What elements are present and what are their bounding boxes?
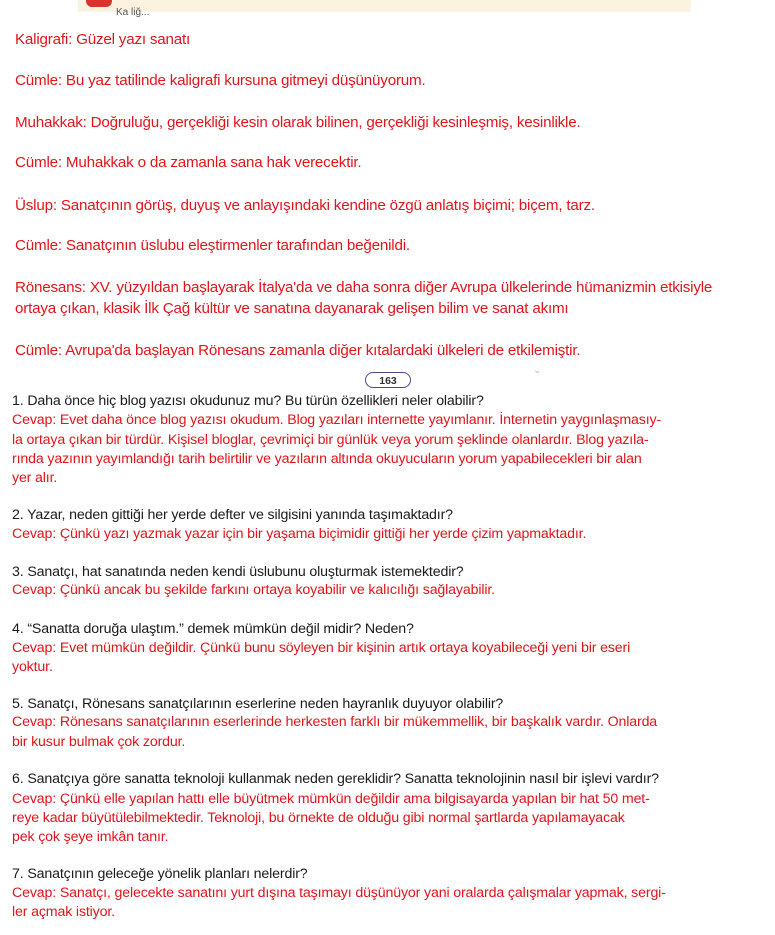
vocab-muhakkak-sentence: Cümle: Muhakkak o da zamanla sana hak verecektir. xyxy=(15,154,362,171)
vocab-ronesans-sentence: Cümle: Avrupa'da başlayan Rönesans zamanla diğer kıtalardaki ülkeleri de etkilemiştir. xyxy=(15,342,581,359)
answer-3-line1: Cevap: Çünkü ancak bu şekilde farkını ortaya koyabilir ve kalıcılığı sağlayabilir. xyxy=(12,582,495,598)
answer-7-line2: ler açmak istiyor. xyxy=(12,904,115,920)
vocab-uslup: Üslup: Sanatçının görüş, duyuş ve anlayışındaki kendine özgü anlatış biçimi; biçem, tarz. xyxy=(15,197,595,214)
question-7: 7. Sanatçının geleceğe yönelik planları nelerdir? xyxy=(12,866,308,882)
answer-2-line1: Cevap: Çünkü yazı yazmak yazar için bir yaşama biçimidir gittiği her yerde çizim yapmaktadır. xyxy=(12,526,587,542)
vocab-ronesans-line1: Rönesans: XV. yüzyıldan başlayarak İtalya'da ve daha sonra diğer Avrupa ülkelerinde hümanizmin etkisiyle xyxy=(15,279,713,296)
answer-6-line3: pek çok şeye imkân tanır. xyxy=(12,829,169,845)
vocab-kaligrafi: Kaligrafi: Güzel yazı sanatı xyxy=(15,31,191,48)
question-3: 3. Sanatçı, hat sanatında neden kendi üslubunu oluşturmak istemektedir? xyxy=(12,564,464,580)
answer-1-line2: la ortaya çıkan bir türdür. Kişisel bloglar, çevrimiçi bir günlük veya yorum şeklinde olanlardır. Blog yazıla- xyxy=(12,432,649,448)
answer-1-line1: Cevap: Evet daha önce blog yazısı okudum. Blog yazıları internette yayımlanır. İnternetin yaygınlaşmasıy- xyxy=(12,412,662,428)
page-number-badge: 163 xyxy=(365,372,411,388)
answer-1-line4: yer alır. xyxy=(12,470,58,486)
vocab-muhakkak: Muhakkak: Doğruluğu, gerçekliği kesin olarak bilinen, gerçekliği kesinleşmiş, kesinlikle. xyxy=(15,114,581,131)
answer-5-line1: Cevap: Rönesans sanatçılarının eserlerinde herkesten farklı bir mükemmellik, bir başkalık vardır. Onlarda xyxy=(12,714,658,730)
question-2: 2. Yazar, neden gittiği her yerde defter ve silgisini yanında taşımaktadır? xyxy=(12,507,453,523)
chevron-down-icon: ⌄ xyxy=(533,365,542,376)
answer-4-line1: Cevap: Evet mümkün değildir. Çünkü bunu söyleyen bir kişinin artık ortaya koyabileceği yeni bir eseri xyxy=(12,640,631,656)
answer-1-line3: rında yazının yayımlandığı tarih belirtilir ve yazıların altında okuyucuların yorum yapabilecekleri bir alan xyxy=(12,451,642,467)
vocab-uslup-sentence: Cümle: Sanatçının üslubu eleştirmenler tarafından beğenildi. xyxy=(15,237,410,254)
question-1: 1. Daha önce hiç blog yazısı okudunuz mu? Bu türün özellikleri neler olabilir? xyxy=(12,393,484,409)
question-4: 4. “Sanatta doruğa ulaştım.” demek mümkün değil midir? Neden? xyxy=(12,621,414,637)
answer-6-line2: reye kadar büyütülebilmektedir. Teknoloji, bu örnekte de olduğu gibi normal şartlarda yapılamayacak xyxy=(12,810,625,826)
question-6: 6. Sanatçıya göre sanatta teknoloji kullanmak neden gereklidir? Sanatta teknolojinin nasıl bir işlevi vardır? xyxy=(12,771,659,787)
answer-5-line2: bir kusur bulmak çok zordur. xyxy=(12,734,186,750)
answer-7-line1: Cevap: Sanatçı, gelecekte sanatını yurt dışına taşımayı düşünüyor yani oralarda çalışmalar yapmak, sergi- xyxy=(12,885,666,901)
answer-6-line1: Cevap: Çünkü elle yapılan hattı elle büyütmek mümkün değildir ama bilgisayarda yapılan bir hat 50 met- xyxy=(12,791,650,807)
vocab-ronesans-line2: ortaya çıkan, klasik İlk Çağ kültür ve sanatına dayanarak gelişen bilim ve sanat akımı xyxy=(15,300,569,317)
top-tab-marker xyxy=(86,0,112,7)
vocab-kaligrafi-sentence: Cümle: Bu yaz tatilinde kaligrafi kursuna gitmeyi düşünüyorum. xyxy=(15,72,426,89)
answer-4-line2: yoktur. xyxy=(12,659,53,675)
question-5: 5. Sanatçı, Rönesans sanatçılarının eserlerine neden hayranlık duyuyor olabilir? xyxy=(12,696,504,712)
top-cut-text: Ka liğ... xyxy=(116,7,150,18)
